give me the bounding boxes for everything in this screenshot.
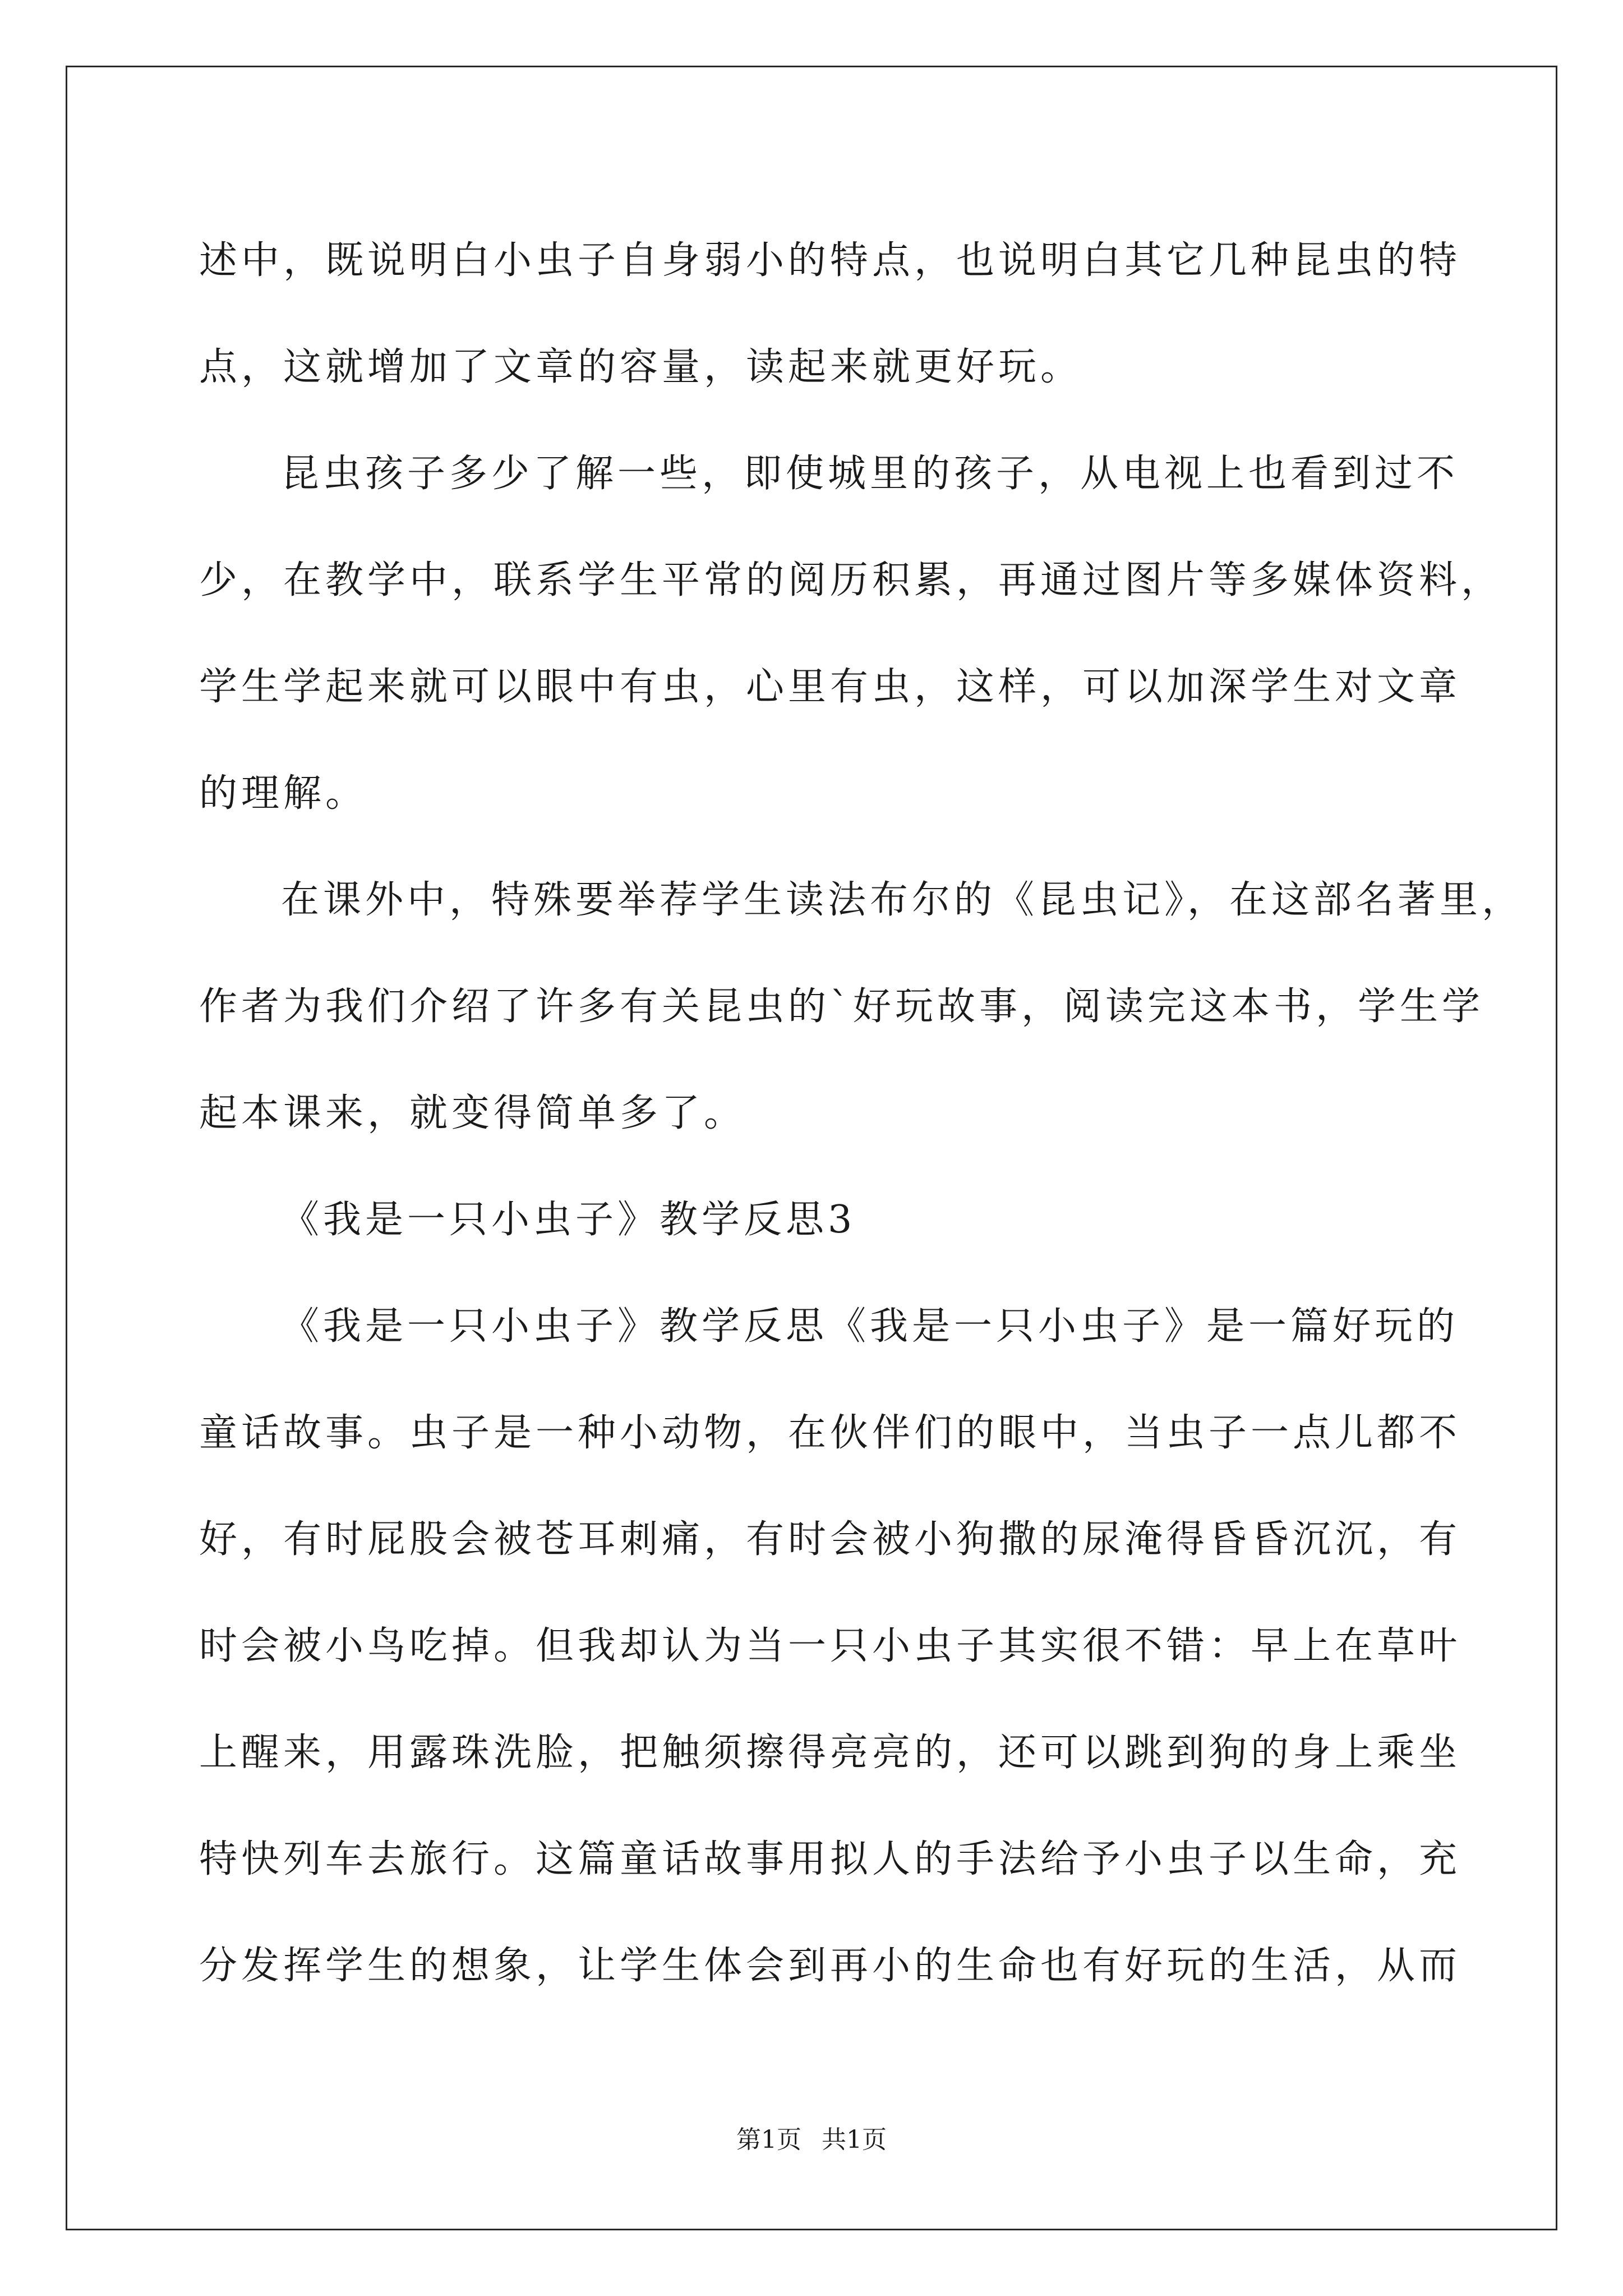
text-line: 分发挥学生的想象，让学生体会到再小的生命也有好玩的生活，从而 xyxy=(199,1944,1461,1988)
text-line: 特快列车去旅行。这篇童话故事用拟人的手法给予小虫子以生命，充 xyxy=(199,1837,1461,1881)
text-line: 童话故事。虫子是一种小动物，在伙伴们的眼中，当虫子一点儿都不 xyxy=(199,1411,1461,1455)
text-line: 好，有时屁股会被苍耳刺痛，有时会被小狗撒的尿淹得昏昏沉沉，有 xyxy=(199,1517,1461,1562)
text-line: 时会被小鸟吃掉。但我却认为当一只小虫子其实很不错：早上在草叶 xyxy=(199,1624,1461,1668)
text-line: 起本课来，就变得简单多了。 xyxy=(199,1091,746,1135)
text-line: 学生学起来就可以眼中有虫，心里有虫，这样，可以加深学生对文章 xyxy=(199,665,1461,709)
text-line: 述中，既说明白小虫子自身弱小的特点，也说明白其它几种昆虫的特 xyxy=(199,238,1461,283)
text-line: 作者为我们介绍了许多有关昆虫的`好玩故事，阅读完这本书，学生学 xyxy=(199,984,1484,1029)
section-heading: 《我是一只小虫子》教学反思3 xyxy=(281,1198,856,1242)
text-line: 昆虫孩子多少了解一些，即使城里的孩子，从电视上也看到过不 xyxy=(281,452,1459,496)
text-line: 点，这就增加了文章的容量，读起来就更好玩。 xyxy=(199,345,1083,389)
document-body xyxy=(199,208,1524,2019)
page-total: 共1页 xyxy=(822,2125,887,2154)
text-line: 少，在教学中，联系学生平常的阅历积累，再通过图片等多媒体资料， xyxy=(199,558,1504,602)
text-line: 《我是一只小虫子》教学反思《我是一只小虫子》是一篇好玩的 xyxy=(281,1304,1459,1349)
text-line: 在课外中，特殊要举荐学生读法布尔的《昆虫记》，在这部名著里， xyxy=(281,878,1524,922)
text-line: 的理解。 xyxy=(199,771,368,816)
page-footer xyxy=(0,2123,1623,2157)
text-line: 上醒来，用露珠洗脸，把触须擦得亮亮的，还可以跳到狗的身上乘坐 xyxy=(199,1731,1461,1775)
page-number: 第1页 xyxy=(736,2125,801,2154)
